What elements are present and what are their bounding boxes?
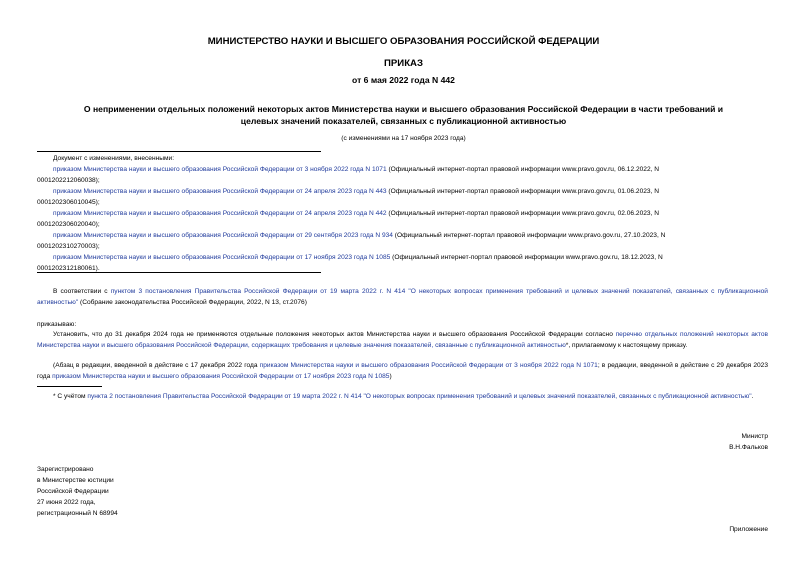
date-number: от 6 мая 2022 года N 442: [352, 75, 455, 85]
amendments-list: [37, 153, 768, 274]
amendment-link[interactable]: приказом Министерства науки и высшего образования Российской Федерации от 24 апреля 2023 года N 442: [53, 210, 387, 217]
amendment-item: приказом Министерства науки и высшего образования Российской Федерации от 3 ноября 2022 года N 1071 (Официальный интернет-портал правовой информации www.pravo.gov.ru, 06.12.2022, N: [53, 166, 660, 173]
edition-note: (Абзац в редакции, введенной в действие с 17 декабря 2022 года приказом Министерства науки и высшего образования Российской Федерации от 3 ноября 2022 года N 1071; в редакции, введенной в действие с 29 декабря 2023 года приказом Министерства науки и высшего образования Российской Федерации от 17 ноября 2023 года N 1085): [37, 362, 769, 380]
amendment-link[interactable]: приказом Министерства науки и высшего образования Российской Федерации от 29 сентября 2023 года N 934: [53, 232, 393, 239]
footnote-link[interactable]: пункта 2 постановления Правительства Российской Федерации от 19 марта 2022 г. N 414 "О некоторых вопросах применения требований и целевых значений показателей, связанных с публикационной активностью": [87, 393, 752, 400]
registration-line: регистрационный N 68994: [37, 510, 118, 517]
registration-line: в Министерстве юстиции: [37, 477, 114, 484]
signature-position: Министр: [741, 433, 768, 440]
amendments-intro: Документ с изменениями, внесенными:: [53, 155, 175, 162]
footnote: * С учётом пункта 2 постановления Правительства Российской Федерации от 19 марта 2022 г. N 414 "О некоторых вопросах применения требований и целевых значений показателей, связанных с публикационной активностью".: [53, 393, 754, 400]
divider: [37, 272, 321, 273]
preamble-link[interactable]: пунктом 3 постановления Правительства Российской Федерации от 19 марта 2022 г. N 414 "О некоторых вопросах применения требований и целевых значений показателей, связанных с публикационной активностью": [37, 288, 768, 306]
registration-line: Зарегистрировано: [37, 466, 94, 473]
registration-line: 27 июня 2022 года,: [37, 499, 96, 506]
appendix-label: Приложение: [729, 526, 768, 533]
order-label: приказываю:: [37, 321, 77, 328]
document-title: О неприменении отдельных положений некоторых актов Министерства науки и высшего образования Российской Федерации в части требований и целевых значений показателей, связанных с публикационной активностью: [83, 104, 724, 126]
amendment-link[interactable]: приказом Министерства науки и высшего образования Российской Федерации от 24 апреля 2023 года N 443: [53, 188, 387, 195]
doc-type-heading: ПРИКАЗ: [384, 58, 423, 69]
amendment-item-cont: 0001202306010045);: [37, 199, 100, 206]
amendment-link[interactable]: приказом Министерства науки и высшего образования Российской Федерации от 3 ноября 2022 года N 1071: [53, 166, 387, 173]
signature-name: В.Н.Фальков: [729, 444, 768, 451]
amendment-item: приказом Министерства науки и высшего образования Российской Федерации от 24 апреля 2023 года N 443 (Официальный интернет-портал правовой информации www.pravo.gov.ru, 01.06.2023, N: [53, 188, 660, 195]
amendment-item: приказом Министерства науки и высшего образования Российской Федерации от 24 апреля 2023 года N 442 (Официальный интернет-портал правовой информации www.pravo.gov.ru, 02.06.2023, N: [53, 210, 660, 217]
amendment-item: приказом Министерства науки и высшего образования Российской Федерации от 17 ноября 2023 года N 1085 (Официальный интернет-портал правовой информации www.pravo.gov.ru, 18.12.2023, N: [53, 254, 663, 261]
amendment-link[interactable]: приказом Министерства науки и высшего образования Российской Федерации от 17 ноября 2023 года N 1085: [53, 254, 391, 261]
registration-line: Российской Федерации: [37, 488, 109, 495]
changes-note: (с изменениями на 17 ноября 2023 года): [341, 135, 466, 142]
order-link[interactable]: перечню отдельных положений некоторых актов Министерства науки и высшего образования Российской Федерации, содержащих требования и целевые значения показателей, связанные с публикационной активностью: [37, 331, 768, 349]
divider: [37, 151, 321, 152]
amendment-item-cont: 0001202310270003);: [37, 243, 100, 250]
edition-link-2[interactable]: приказом Министерства науки и высшего образования Российской Федерации от 17 ноября 2023 года N 1085: [52, 373, 390, 380]
edition-link-1[interactable]: приказом Министерства науки и высшего образования Российской Федерации от 3 ноября 2022 года N 1071: [259, 362, 598, 369]
footnote-divider: [37, 386, 102, 387]
amendment-item-cont: 0001202306020040);: [37, 221, 100, 228]
amendment-item-cont: 0001202312180061).: [37, 265, 100, 272]
registration-block: [37, 464, 118, 519]
order-paragraph: Установить, что до 31 декабря 2024 года не применяются отдельные положения некоторых актов Министерства науки и высшего образования Российской Федерации согласно перечню отдельных положений некоторых актов Министерства науки и высшего образования Российской Федерации, содержащих требования и целевые значения показателей, связанные с публикационной активностью*, прилагаемому к настоящему приказу.: [37, 331, 768, 349]
ministry-heading: МИНИСТЕРСТВО НАУКИ И ВЫСШЕГО ОБРАЗОВАНИЯ РОССИЙСКОЙ ФЕДЕРАЦИИ: [207, 36, 600, 47]
amendment-item-cont: 0001202212060038);: [37, 177, 100, 184]
preamble-paragraph: В соответствии с пунктом 3 постановления Правительства Российской Федерации от 19 марта 2022 г. N 414 "О некоторых вопросах применения требований и целевых значений показателей, связанных с публикационной активностью" (Собрание законодательства Российской Федерации, 2022, N 13, ст.2076): [37, 288, 768, 306]
amendment-item: приказом Министерства науки и высшего образования Российской Федерации от 29 сентября 2023 года N 934 (Официальный интернет-портал правовой информации www.pravo.gov.ru, 27.10.2023, N: [53, 232, 666, 239]
